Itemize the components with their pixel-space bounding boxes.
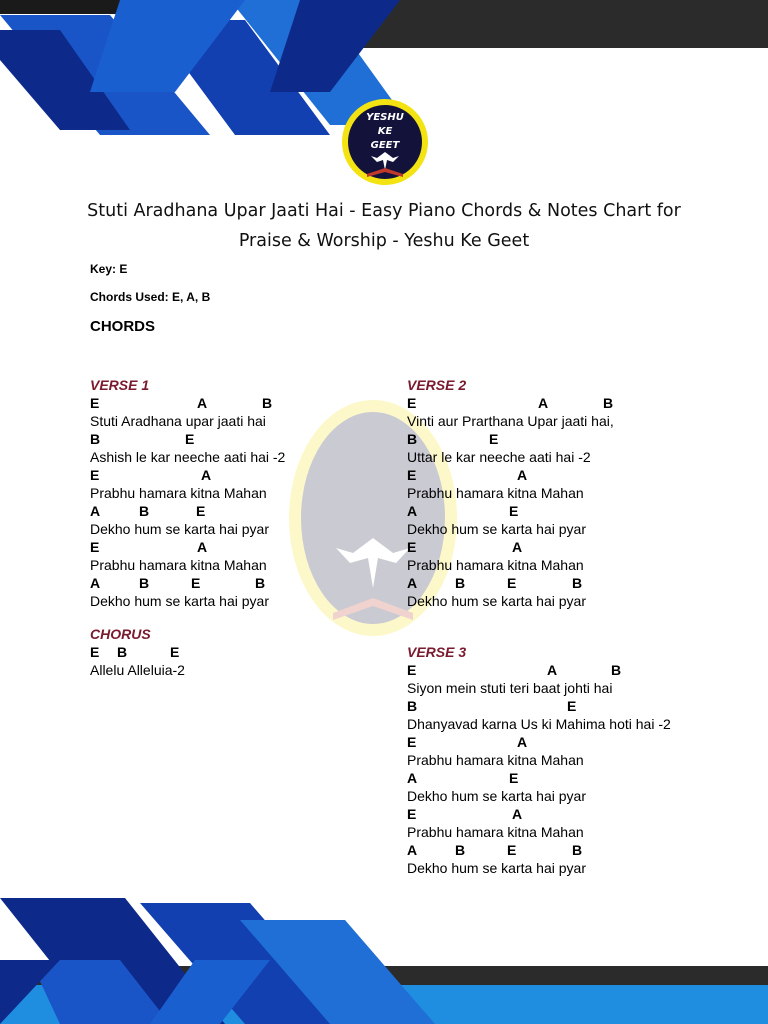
chord: A bbox=[197, 395, 208, 411]
chord: B bbox=[139, 575, 150, 591]
page-title-line2: Praise & Worship - Yeshu Ke Geet bbox=[238, 231, 530, 251]
page-title bbox=[70, 196, 698, 256]
key-line: Key: E bbox=[90, 262, 128, 276]
yeshu-ke-geet-logo bbox=[341, 98, 429, 186]
lyric-line: Siyon mein stuti teri baat johti hai bbox=[407, 680, 613, 696]
chord: A bbox=[547, 662, 558, 678]
chord-line bbox=[407, 430, 614, 448]
chord: E bbox=[185, 431, 195, 447]
chord-line bbox=[90, 430, 285, 448]
chord: A bbox=[517, 467, 528, 483]
lyric-line: Allelu Alleluia-2 bbox=[90, 662, 185, 678]
chord: E bbox=[90, 467, 100, 483]
chords-used-line: Chords Used: E, A, B bbox=[90, 290, 211, 304]
verse2-title: VERSE 2 bbox=[407, 377, 467, 393]
logo-text-line3: GEET bbox=[370, 140, 400, 151]
verse1-block bbox=[90, 376, 285, 610]
lyric-line: Uttar le kar neeche aati hai -2 bbox=[407, 449, 591, 465]
lyric-line: Prabhu hamara kitna Mahan bbox=[407, 557, 584, 573]
lyric-line: Dekho hum se karta hai pyar bbox=[407, 860, 586, 876]
chord: B bbox=[455, 842, 466, 858]
lyric-line: Vinti aur Prarthana Upar jaati hai, bbox=[407, 413, 614, 429]
chord: B bbox=[139, 503, 150, 519]
page-title-line1: Stuti Aradhana Upar Jaati Hai - Easy Piano Chords & Notes Chart for bbox=[87, 201, 681, 221]
chord: E bbox=[196, 503, 206, 519]
chord: E bbox=[191, 575, 201, 591]
chord: E bbox=[90, 395, 100, 411]
chord: A bbox=[201, 467, 212, 483]
chord: A bbox=[407, 770, 418, 786]
chord: E bbox=[507, 575, 517, 591]
chord: B bbox=[262, 395, 273, 411]
chord-line bbox=[407, 733, 697, 751]
chord: A bbox=[538, 395, 549, 411]
lyric-line: Dhanyavad karna Us ki Mahima hoti hai -2 bbox=[407, 716, 671, 732]
chord: E bbox=[90, 644, 100, 660]
chord: B bbox=[455, 575, 466, 591]
chord: A bbox=[407, 575, 418, 591]
chord: E bbox=[407, 467, 417, 483]
chord-line bbox=[407, 805, 697, 823]
chord: A bbox=[517, 734, 528, 750]
lyric-line: Prabhu hamara kitna Mahan bbox=[90, 485, 267, 501]
chord: B bbox=[117, 644, 128, 660]
chord-line bbox=[407, 697, 697, 715]
chord: B bbox=[603, 395, 614, 411]
chord: E bbox=[509, 503, 519, 519]
chord: B bbox=[407, 698, 418, 714]
chord: E bbox=[489, 431, 499, 447]
chord: E bbox=[509, 770, 519, 786]
chord: E bbox=[567, 698, 577, 714]
chord-line bbox=[407, 769, 697, 787]
verse3-title: VERSE 3 bbox=[407, 644, 467, 660]
chord: B bbox=[407, 431, 418, 447]
chord-line bbox=[90, 574, 285, 592]
chord-line bbox=[407, 466, 614, 484]
chord: A bbox=[512, 539, 523, 555]
lyric-line: Dekho hum se karta hai pyar bbox=[407, 593, 586, 609]
lyric-line: Ashish le kar neeche aati hai -2 bbox=[90, 449, 286, 465]
chord-line bbox=[90, 466, 285, 484]
chord: E bbox=[170, 644, 180, 660]
chord: E bbox=[507, 842, 517, 858]
chorus-block bbox=[90, 625, 185, 679]
logo-text-line2: KE bbox=[377, 126, 393, 137]
chord-line bbox=[407, 574, 614, 592]
chord-line bbox=[407, 841, 697, 859]
chord-line bbox=[90, 394, 285, 412]
chord-line bbox=[90, 643, 185, 661]
chord-line bbox=[407, 394, 614, 412]
verse3-block bbox=[407, 643, 697, 877]
chord-line bbox=[90, 502, 285, 520]
chord: E bbox=[407, 662, 417, 678]
chord: B bbox=[611, 662, 622, 678]
verse2-block bbox=[407, 376, 614, 610]
chord: A bbox=[197, 539, 208, 555]
chord: A bbox=[90, 575, 101, 591]
logo-text-line1: YESHU bbox=[366, 112, 404, 123]
chords-heading: CHORDS bbox=[90, 318, 156, 335]
lyric-line: Stuti Aradhana upar jaati hai bbox=[90, 413, 266, 429]
chord: B bbox=[90, 431, 101, 447]
chord: E bbox=[407, 734, 417, 750]
chord-line bbox=[407, 538, 614, 556]
lyric-line: Dekho hum se karta hai pyar bbox=[90, 593, 269, 609]
lyric-line: Dekho hum se karta hai pyar bbox=[407, 788, 586, 804]
chord: A bbox=[407, 842, 418, 858]
lyric-line: Prabhu hamara kitna Mahan bbox=[407, 485, 584, 501]
chord: B bbox=[572, 575, 583, 591]
lyric-line: Prabhu hamara kitna Mahan bbox=[90, 557, 267, 573]
lyric-line: Dekho hum se karta hai pyar bbox=[90, 521, 269, 537]
chord-line bbox=[407, 661, 697, 679]
verse1-title: VERSE 1 bbox=[90, 377, 150, 393]
chord: E bbox=[407, 806, 417, 822]
chord-line bbox=[407, 502, 614, 520]
chord: A bbox=[407, 503, 418, 519]
chord: A bbox=[90, 503, 101, 519]
chord: B bbox=[255, 575, 266, 591]
lyric-line: Dekho hum se karta hai pyar bbox=[407, 521, 586, 537]
lyric-line: Prabhu hamara kitna Mahan bbox=[407, 824, 584, 840]
chord: E bbox=[407, 539, 417, 555]
chord: B bbox=[572, 842, 583, 858]
chorus-title: CHORUS bbox=[90, 626, 151, 642]
lyric-line: Prabhu hamara kitna Mahan bbox=[407, 752, 584, 768]
chord-line bbox=[90, 538, 285, 556]
chord: E bbox=[407, 395, 417, 411]
chord: E bbox=[90, 539, 100, 555]
chord: A bbox=[512, 806, 523, 822]
